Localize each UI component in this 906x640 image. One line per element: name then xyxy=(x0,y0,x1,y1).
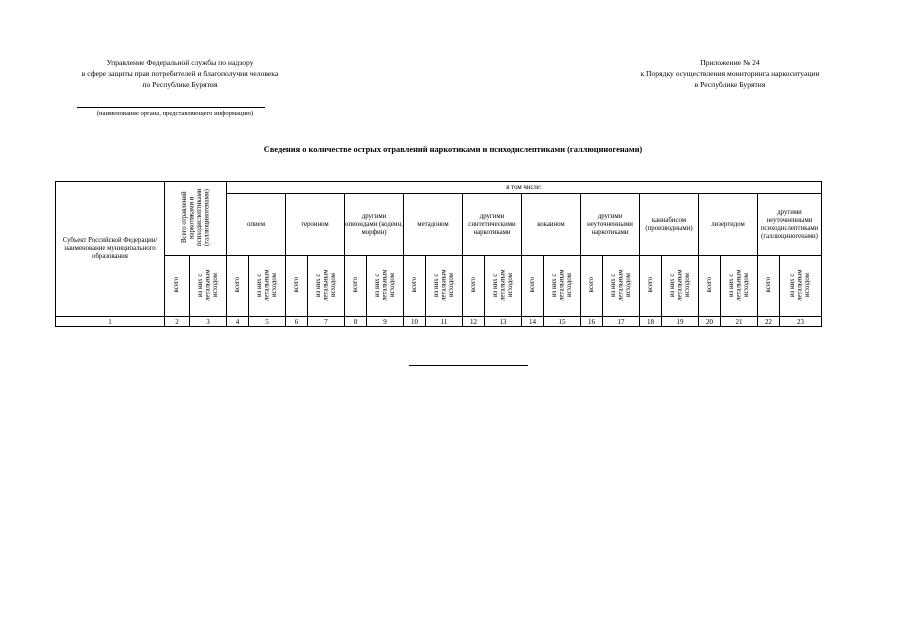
sub-header-fatal: из них с летальным исходом xyxy=(544,256,581,317)
substance-header: героином xyxy=(286,194,345,256)
total-header-text: Всего отравлений наркотиками и психодислептиками (галлюциногенами) xyxy=(180,188,210,246)
document-title: Сведения о количестве острых отравлений наркотиками и психодислептиками (галлюциногенами) xyxy=(263,145,643,154)
sub-header-fatal: из них с летальным исходом xyxy=(485,256,522,317)
sub-header-total: всего xyxy=(227,256,249,317)
column-number: 9 xyxy=(367,317,404,327)
column-number: 13 xyxy=(485,317,522,327)
sub-header-total: всего xyxy=(758,256,780,317)
column-number: 2 xyxy=(165,317,190,327)
column-number: 5 xyxy=(249,317,286,327)
sub-header-total: всего xyxy=(463,256,485,317)
sub-header-total: всего xyxy=(404,256,426,317)
subject-header: Субъект Российской Федерации/ наименование муниципального образования xyxy=(56,182,165,317)
sub-header-fatal: из них с летальным исходом xyxy=(426,256,463,317)
sub-header-fatal: из них с летальным исходом xyxy=(367,256,404,317)
sub-header-total: всего xyxy=(345,256,367,317)
sub-header-fatal: из них с летальным исходом xyxy=(721,256,758,317)
organization-name-line: по Республике Бурятия xyxy=(142,80,218,89)
sub-header-fatal: из них с летальным исходом xyxy=(249,256,286,317)
column-number: 22 xyxy=(758,317,780,327)
sub-header-fatal: из них с летальным исходом xyxy=(190,256,227,317)
sub-header-total: всего xyxy=(286,256,308,317)
column-number: 14 xyxy=(522,317,544,327)
column-number: 6 xyxy=(286,317,308,327)
column-number: 21 xyxy=(721,317,758,327)
appendix-line: Приложение № 24 xyxy=(700,58,760,67)
sub-header-total: всего xyxy=(640,256,662,317)
substance-header: кокаином xyxy=(522,194,581,256)
column-number: 12 xyxy=(463,317,485,327)
column-number: 15 xyxy=(544,317,581,327)
substance-header: другими синтетическими наркотиками xyxy=(463,194,522,256)
footer-line xyxy=(409,365,528,366)
organization-block xyxy=(50,57,310,90)
substance-header: метадоном xyxy=(404,194,463,256)
sub-header-total: всего xyxy=(581,256,603,317)
column-number: 19 xyxy=(662,317,699,327)
column-number: 7 xyxy=(308,317,345,327)
appendix-block xyxy=(610,57,850,90)
appendix-line: к Порядку осуществления мониторинга наркоситуации xyxy=(640,69,820,78)
column-number: 1 xyxy=(56,317,165,327)
organization-name-line: Управление Федеральной службы по надзору xyxy=(106,58,254,67)
column-number: 10 xyxy=(404,317,426,327)
sub-header-fatal: из них с летальным исходом xyxy=(308,256,345,317)
organization-name-line: в сфере защиты прав потребителей и благополучия человека xyxy=(81,69,279,78)
substance-header: лизергидом xyxy=(699,194,758,256)
substance-header: другими неуточненными наркотиками xyxy=(581,194,640,256)
substance-header: другими неуточненными психодислептиками (галлюциногенами) xyxy=(758,194,822,256)
report-table xyxy=(55,181,822,327)
appendix-line: в Республике Бурятия xyxy=(694,80,766,89)
sub-header-fatal: из них с летальным исходом xyxy=(603,256,640,317)
column-number: 11 xyxy=(426,317,463,327)
column-number: 3 xyxy=(190,317,227,327)
sub-header-fatal: из них с летальным исходом xyxy=(780,256,822,317)
sub-header-total: всего xyxy=(522,256,544,317)
column-number: 16 xyxy=(581,317,603,327)
total-header xyxy=(165,182,227,256)
column-number: 4 xyxy=(227,317,249,327)
column-number: 18 xyxy=(640,317,662,327)
substance-header: другими опиоидами (кодеин, морфин) xyxy=(345,194,404,256)
including-header: в том числе: xyxy=(227,182,822,194)
column-number: 8 xyxy=(345,317,367,327)
column-number: 20 xyxy=(699,317,721,327)
column-number: 17 xyxy=(603,317,640,327)
sub-header-total: всего xyxy=(699,256,721,317)
signature-line xyxy=(77,107,265,108)
sub-header-total: всего xyxy=(165,256,190,317)
organization-hint: (наименование органа, представляющего информацию) xyxy=(96,110,254,117)
substance-header: опием xyxy=(227,194,286,256)
substance-header: каннабисом (производными) xyxy=(640,194,699,256)
sub-header-fatal: из них с летальным исходом xyxy=(662,256,699,317)
column-number: 23 xyxy=(780,317,822,327)
